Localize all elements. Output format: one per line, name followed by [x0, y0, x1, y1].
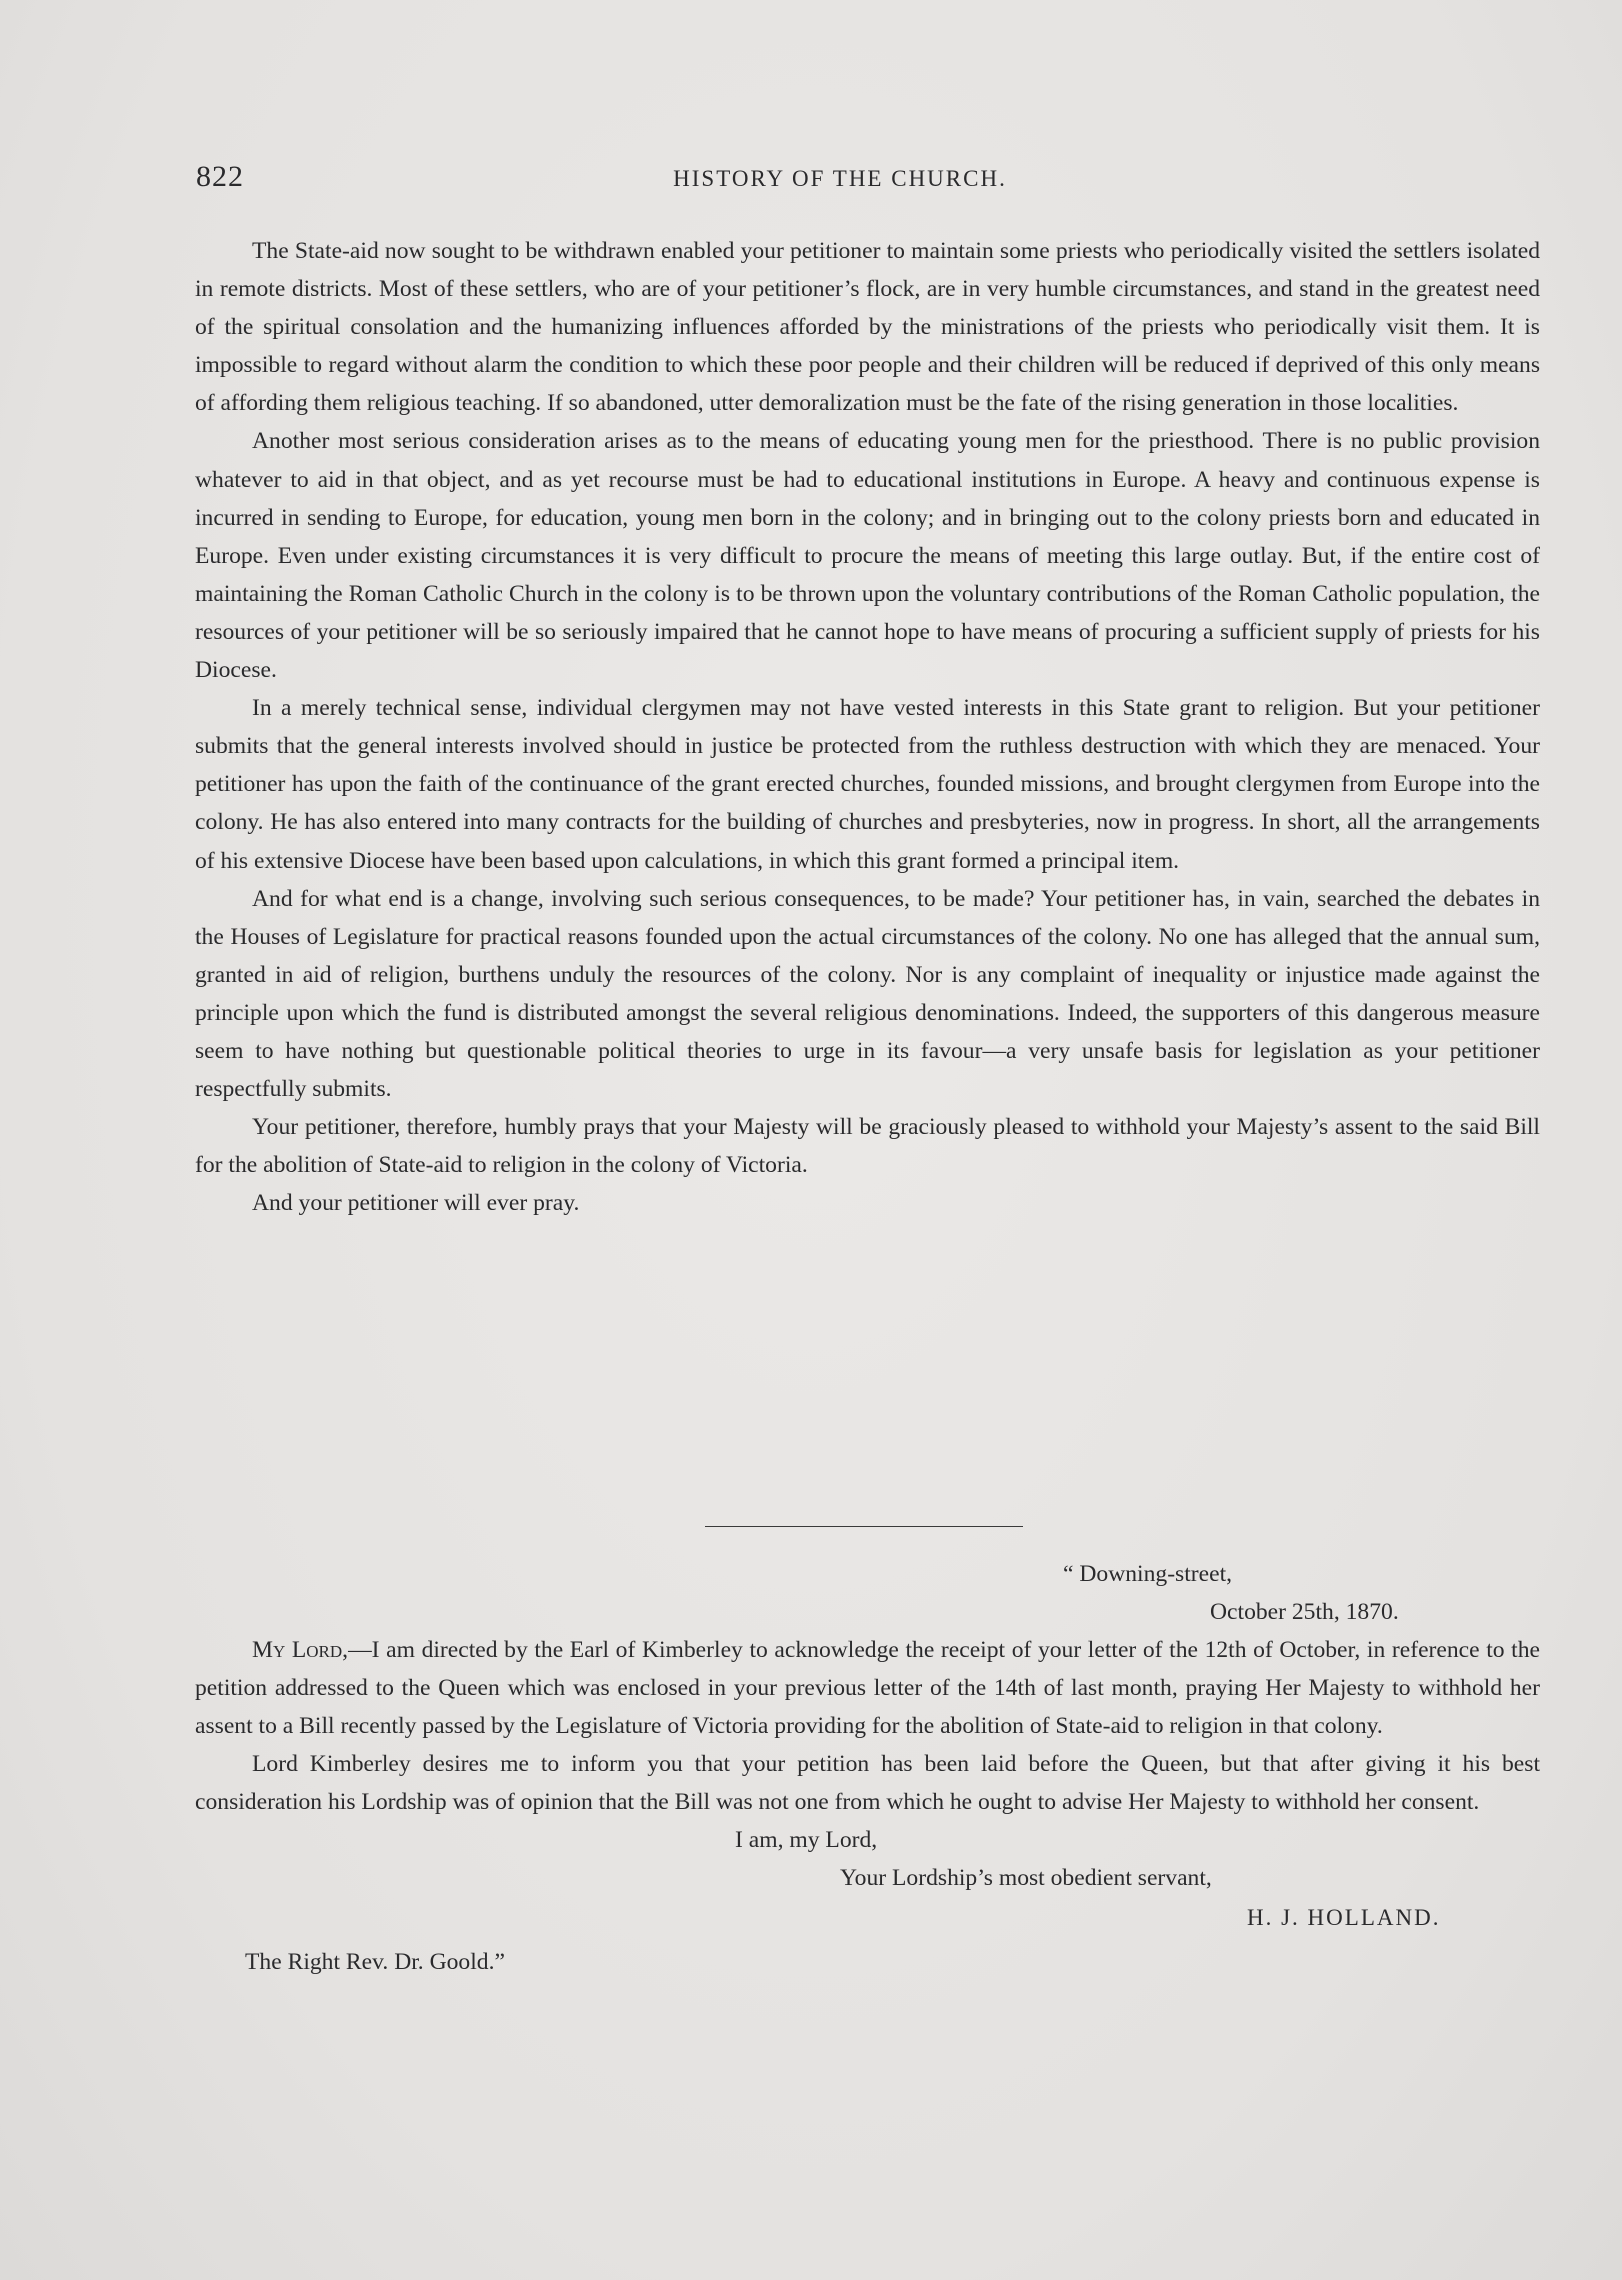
letter-body	[195, 1631, 1540, 1821]
letter-signature: H. J. HOLLAND.	[1247, 1905, 1441, 1931]
letter-addressee: The Right Rev. Dr. Goold.”	[245, 1949, 505, 1976]
petition-paragraph-5: Your petitioner, therefore, humbly prays that your Majesty will be graciously pleased to withhold your Majesty’s assent to the said Bill for the abolition of State-aid to religion in the colony of Victoria.	[195, 1114, 1540, 1179]
page-number: 822	[196, 160, 244, 193]
page-header	[196, 160, 1484, 200]
letter-paragraph-1-text: —I am directed by the Earl of Kimberley to acknowledge the receipt of your letter of the 12th of October, in reference to the petition addressed to the Queen which was enclosed in your previous letter of the 14th of last month, praying Her Majesty to withhold her assent to a Bill recently passed by the Legislature of Victoria providing for the abolition of State-aid to religion in that colony.	[195, 1637, 1540, 1740]
petition-paragraph-3: In a merely technical sense, individual clergymen may not have vested interests in this State grant to religion. But your petitioner submits that the general interests involved should in justice be protected from the ruthless destruction with which they are menaced. Your petitioner has upon the faith of the continuance of the grant erected churches, founded missions, and brought clergymen from Europe into the colony. He has also entered into many contracts for the building of churches and presbyteries, now in progress. In short, all the arrangements of his extensive Diocese have been based upon calculations, in which this grant formed a principal item.	[195, 695, 1540, 874]
petition-sign-off: And your petitioner will ever pray.	[252, 1190, 580, 1217]
closing-line-2	[195, 1859, 1540, 1897]
letter-closing-1: I am, my Lord,	[735, 1827, 878, 1854]
section-divider	[705, 1526, 1023, 1527]
letter-date-line	[195, 1593, 1540, 1631]
petition-text	[195, 232, 1540, 1222]
signature-line	[195, 1897, 1540, 1935]
letter-date: October 25th, 1870.	[1210, 1599, 1399, 1625]
letter-paragraph-1	[195, 1631, 1540, 1745]
petition-paragraph-2: Another most serious consideration arises as to the means of educating young men for the priesthood. There is no public provision whatever to aid in that object, and as yet recourse must be had to educational institutions in Europe. A heavy and continuous expense is incurred in sending to Europe, for education, young men born in the colony; and in bringing out to the colony priests born and educated in Europe. Even under existing circumstances it is very difficult to procure the means of meeting this large outlay. But, if the entire cost of maintaining the Roman Catholic Church in the colony is to be thrown upon the voluntary contributions of the Roman Catholic population, the resources of your petitioner will be so seriously impaired that he cannot hope to have means of procuring a sufficient supply of priests for his Diocese.	[195, 428, 1540, 684]
running-head: HISTORY OF THE CHURCH.	[673, 166, 1007, 191]
addressee-line	[195, 1935, 1540, 1979]
petition-paragraph-4: And for what end is a change, involving such serious consequences, to be made? Your petitioner has, in vain, searched the debates in the Houses of Legislature for practical reasons founded upon the actual circumstances of the colony. No one has alleged that the annual sum, granted in aid of religion, burthens unduly the resources of the colony. Nor is any complaint of inequality or injustice made against the principle upon which the fund is distributed amongst the several religious denominations. Indeed, the supporters of this dangerous measure seem to have nothing but questionable political theories to urge in its favour—a very unsafe basis for legislation as your petitioner respectfully submits.	[195, 885, 1540, 1103]
petition-paragraph-1: The State-aid now sought to be withdrawn enabled your petitioner to maintain some priests who periodically visited the settlers isolated in remote districts. Most of these settlers, who are of your petitioner’s flock, are in very humble circumstances, and stand in the greatest need of the spiritual consolation and the humanizing influences afforded by the ministrations of the priests who periodically visit them. It is impossible to regard without alarm the condition to which these poor people and their children will be reduced if deprived of this only means of affording them religious teaching. If so abandoned, utter demoralization must be the fate of the rising generation in those localities.	[195, 238, 1540, 417]
letter-paragraph-2: Lord Kimberley desires me to inform you that your petition has been laid before the Queen, but that after giving it his best consideration his Lordship was of opinion that the Bill was not one from which he ought to advise Her Majesty to withhold her consent.	[195, 1751, 1540, 1816]
letter-place: “ Downing-street,	[1063, 1561, 1233, 1587]
letter-closing-2: Your Lordship’s most obedient servant,	[840, 1865, 1212, 1892]
letter-place-line	[195, 1555, 1540, 1593]
letter-salutation: My Lord,	[252, 1637, 349, 1663]
closing-line-1	[195, 1821, 1540, 1859]
letter	[195, 1555, 1540, 1979]
